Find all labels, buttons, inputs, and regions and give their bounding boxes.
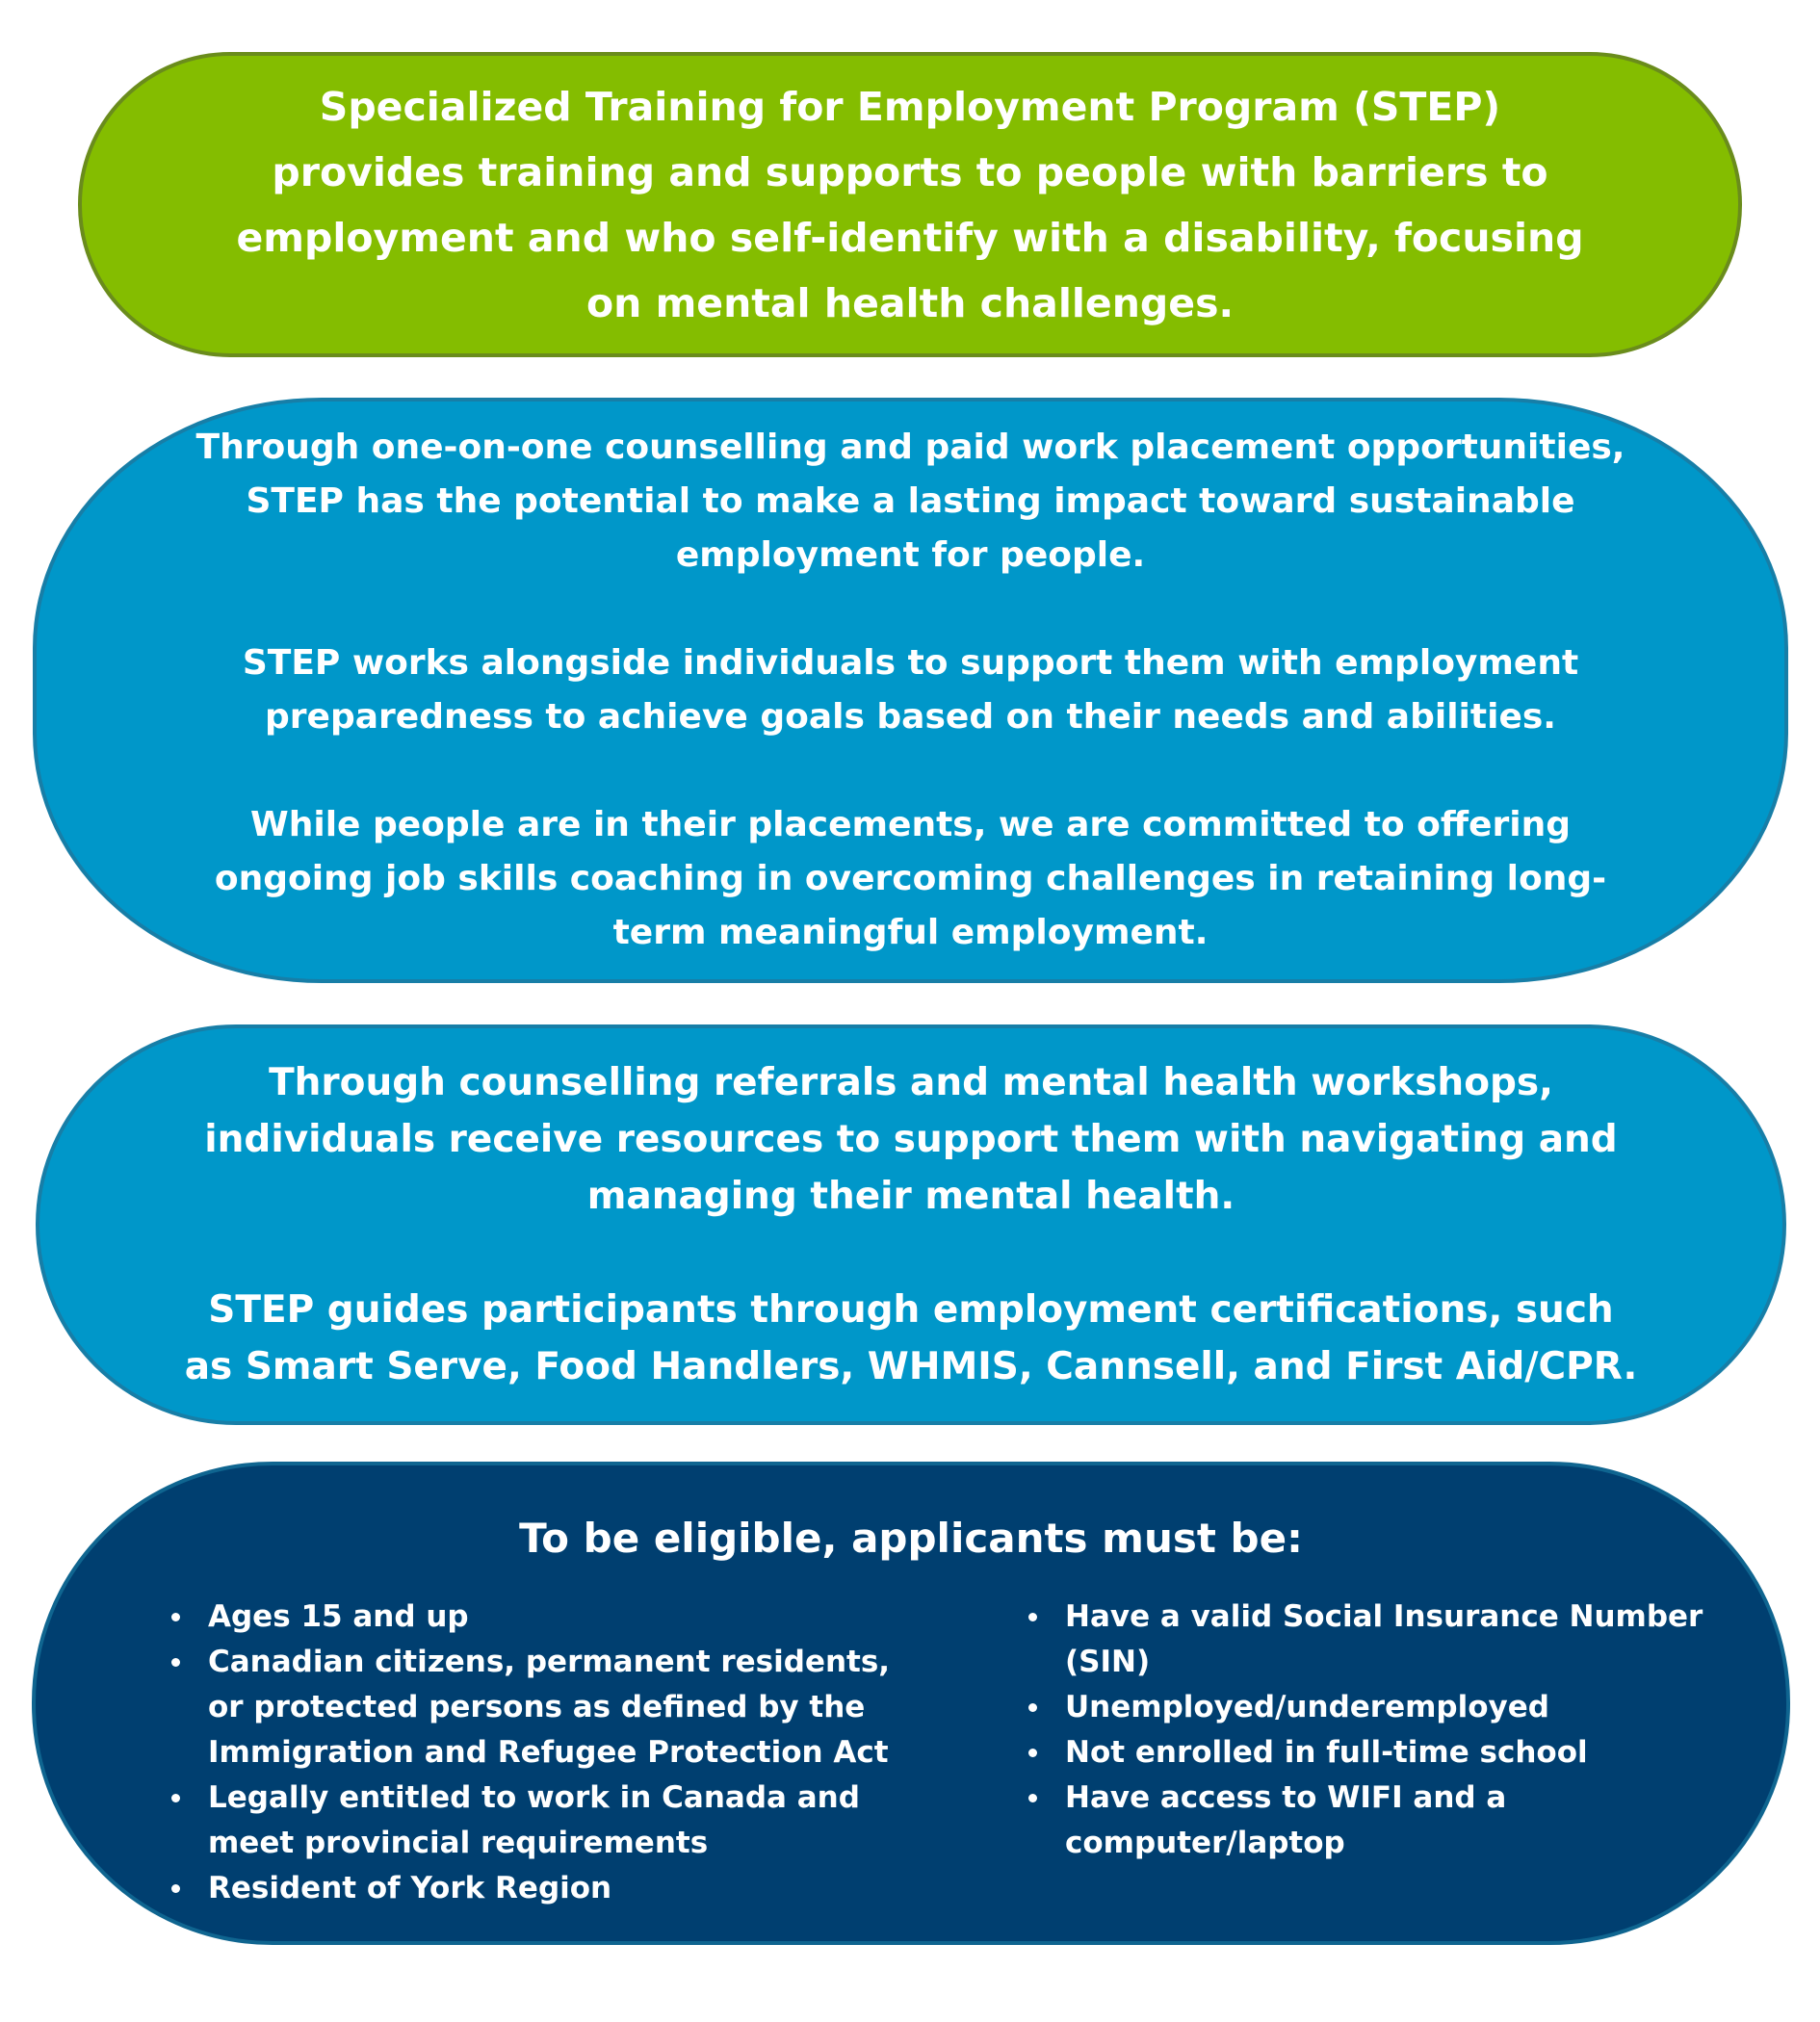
workshops-paragraph: STEP guides participants through employment certifications, such as Smart Serve, Food Handlers, WHMIS, Cannsell, and First Aid/CPR. (184, 1288, 1638, 1388)
eligibility-list-right (1028, 1594, 1722, 1866)
eligibility-item: Have access to WIFI and a computer/laptop (1028, 1776, 1722, 1866)
intro-panel (78, 52, 1742, 357)
placement-panel (33, 398, 1788, 983)
eligibility-item: Have a valid Social Insurance Number (SIN) (1028, 1594, 1722, 1685)
eligibility-item: Ages 15 and up (171, 1594, 923, 1640)
workshops-paragraph: Through counselling referrals and mental health workshops, individuals receive resources to support them with navigating and managing their mental health. (204, 1061, 1618, 1218)
eligibility-item: Not enrolled in full-time school (1028, 1730, 1722, 1776)
eligibility-panel (32, 1462, 1790, 1945)
eligibility-heading: To be eligible, applicants must be: (519, 1515, 1303, 1562)
eligibility-item: Canadian citizens, permanent residents, or protected persons as defined by the Immigration and Refugee Protection Act (171, 1640, 923, 1776)
placement-paragraph: Through one-on-one counselling and paid work placement opportunities, STEP has the potential to make a lasting impact toward sustainable employment for people. (195, 428, 1625, 575)
placement-paragraph: STEP works alongside individuals to support them with employment preparedness to achieve goals based on their needs and abilities. (242, 643, 1579, 737)
intro-text: Specialized Training for Employment Program (STEP) provides training and supports to people with barriers to employment and who self-identify with a disability, focusing on mental health challenges. (236, 83, 1584, 326)
eligibility-item: Resident of York Region (171, 1866, 923, 1911)
placement-paragraph: While people are in their placements, we are committed to offering ongoing job skills coaching in overcoming challenges in retaining long-term meaningful employment. (214, 805, 1607, 952)
eligibility-item: Legally entitled to work in Canada and meet provincial requirements (171, 1776, 923, 1866)
eligibility-item: Unemployed/underemployed (1028, 1685, 1722, 1730)
workshops-panel (36, 1024, 1786, 1425)
eligibility-list-left (171, 1594, 923, 1911)
